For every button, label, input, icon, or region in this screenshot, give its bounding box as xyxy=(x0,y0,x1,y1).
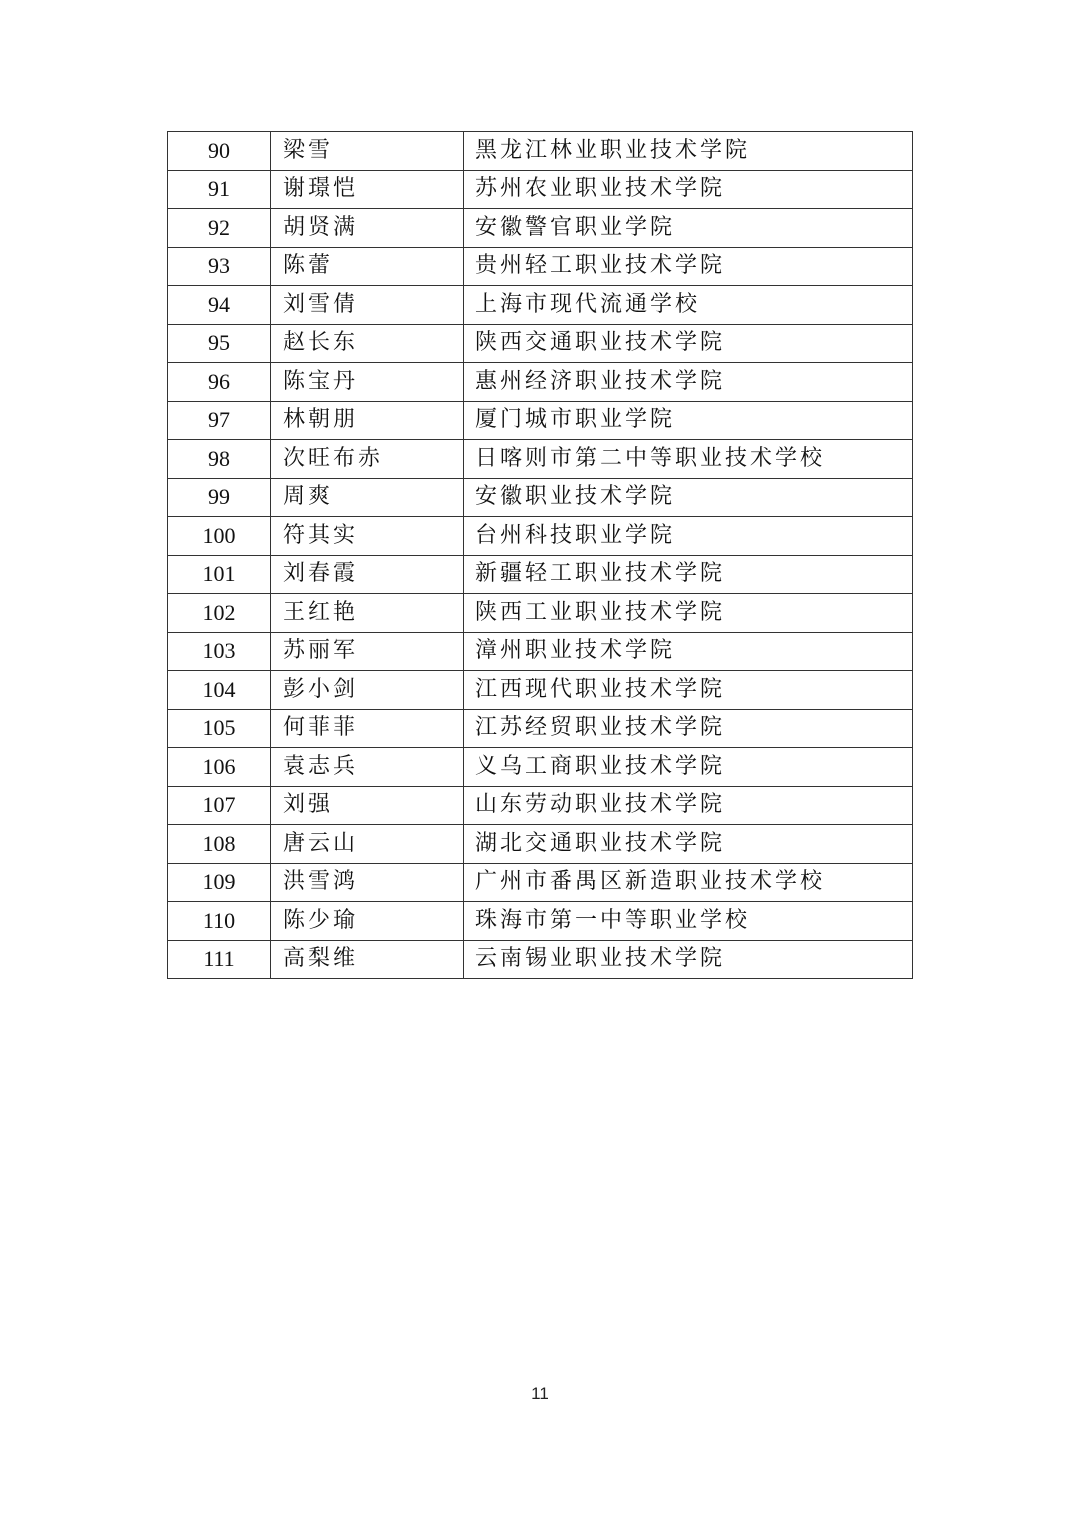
row-number-cell: 94 xyxy=(168,286,271,325)
row-number-cell: 106 xyxy=(168,748,271,787)
school-cell: 惠州经济职业技术学院 xyxy=(464,363,913,402)
roster-table-body xyxy=(168,132,913,979)
row-number-cell: 111 xyxy=(168,940,271,979)
row-number-cell: 91 xyxy=(168,170,271,209)
table-row xyxy=(168,363,913,402)
row-number-cell: 95 xyxy=(168,324,271,363)
table-row xyxy=(168,478,913,517)
row-number-cell: 107 xyxy=(168,786,271,825)
table-row xyxy=(168,209,913,248)
row-number-cell: 104 xyxy=(168,671,271,710)
table-row xyxy=(168,132,913,171)
name-cell: 周爽 xyxy=(271,478,464,517)
row-number-cell: 101 xyxy=(168,555,271,594)
table-row xyxy=(168,324,913,363)
row-number-cell: 99 xyxy=(168,478,271,517)
name-cell: 陈少瑜 xyxy=(271,902,464,941)
table-row xyxy=(168,401,913,440)
school-cell: 安徽职业技术学院 xyxy=(464,478,913,517)
name-cell: 符其实 xyxy=(271,517,464,556)
page-number: 11 xyxy=(531,1384,549,1403)
name-cell: 次旺布赤 xyxy=(271,440,464,479)
school-cell: 义乌工商职业技术学院 xyxy=(464,748,913,787)
name-cell: 刘春霞 xyxy=(271,555,464,594)
school-cell: 湖北交通职业技术学院 xyxy=(464,825,913,864)
row-number-cell: 103 xyxy=(168,632,271,671)
name-cell: 梁雪 xyxy=(271,132,464,171)
school-cell: 云南锡业职业技术学院 xyxy=(464,940,913,979)
row-number-cell: 102 xyxy=(168,594,271,633)
name-cell: 唐云山 xyxy=(271,825,464,864)
school-cell: 山东劳动职业技术学院 xyxy=(464,786,913,825)
name-cell: 刘雪倩 xyxy=(271,286,464,325)
school-cell: 新疆轻工职业技术学院 xyxy=(464,555,913,594)
table-row xyxy=(168,863,913,902)
row-number-cell: 108 xyxy=(168,825,271,864)
name-cell: 刘强 xyxy=(271,786,464,825)
school-cell: 黑龙江林业职业技术学院 xyxy=(464,132,913,171)
table-row xyxy=(168,632,913,671)
name-cell: 陈宝丹 xyxy=(271,363,464,402)
name-cell: 何菲菲 xyxy=(271,709,464,748)
table-row xyxy=(168,748,913,787)
table-row xyxy=(168,440,913,479)
school-cell: 日喀则市第二中等职业技术学校 xyxy=(464,440,913,479)
school-cell: 上海市现代流通学校 xyxy=(464,286,913,325)
row-number-cell: 98 xyxy=(168,440,271,479)
school-cell: 厦门城市职业学院 xyxy=(464,401,913,440)
row-number-cell: 109 xyxy=(168,863,271,902)
table-row xyxy=(168,594,913,633)
school-cell: 贵州轻工职业技术学院 xyxy=(464,247,913,286)
row-number-cell: 97 xyxy=(168,401,271,440)
name-cell: 林朝朋 xyxy=(271,401,464,440)
row-number-cell: 90 xyxy=(168,132,271,171)
row-number-cell: 105 xyxy=(168,709,271,748)
table-row xyxy=(168,671,913,710)
school-cell: 台州科技职业学院 xyxy=(464,517,913,556)
row-number-cell: 93 xyxy=(168,247,271,286)
name-cell: 苏丽军 xyxy=(271,632,464,671)
table-row xyxy=(168,786,913,825)
name-cell: 谢璟恺 xyxy=(271,170,464,209)
table-row xyxy=(168,902,913,941)
row-number-cell: 100 xyxy=(168,517,271,556)
row-number-cell: 110 xyxy=(168,902,271,941)
name-cell: 袁志兵 xyxy=(271,748,464,787)
table-row xyxy=(168,170,913,209)
row-number-cell: 96 xyxy=(168,363,271,402)
name-cell: 洪雪鸿 xyxy=(271,863,464,902)
school-cell: 安徽警官职业学院 xyxy=(464,209,913,248)
school-cell: 陕西交通职业技术学院 xyxy=(464,324,913,363)
table-row xyxy=(168,940,913,979)
school-cell: 苏州农业职业技术学院 xyxy=(464,170,913,209)
name-cell: 高梨维 xyxy=(271,940,464,979)
school-cell: 广州市番禺区新造职业技术学校 xyxy=(464,863,913,902)
table-row xyxy=(168,825,913,864)
table-row xyxy=(168,247,913,286)
name-cell: 陈蕾 xyxy=(271,247,464,286)
table-row xyxy=(168,555,913,594)
table-row xyxy=(168,517,913,556)
school-cell: 漳州职业技术学院 xyxy=(464,632,913,671)
row-number-cell: 92 xyxy=(168,209,271,248)
name-cell: 彭小剑 xyxy=(271,671,464,710)
name-cell: 胡贤满 xyxy=(271,209,464,248)
table-row xyxy=(168,286,913,325)
school-cell: 陕西工业职业技术学院 xyxy=(464,594,913,633)
school-cell: 珠海市第一中等职业学校 xyxy=(464,902,913,941)
school-cell: 江苏经贸职业技术学院 xyxy=(464,709,913,748)
roster-table xyxy=(167,131,913,979)
name-cell: 赵长东 xyxy=(271,324,464,363)
table-row xyxy=(168,709,913,748)
school-cell: 江西现代职业技术学院 xyxy=(464,671,913,710)
name-cell: 王红艳 xyxy=(271,594,464,633)
